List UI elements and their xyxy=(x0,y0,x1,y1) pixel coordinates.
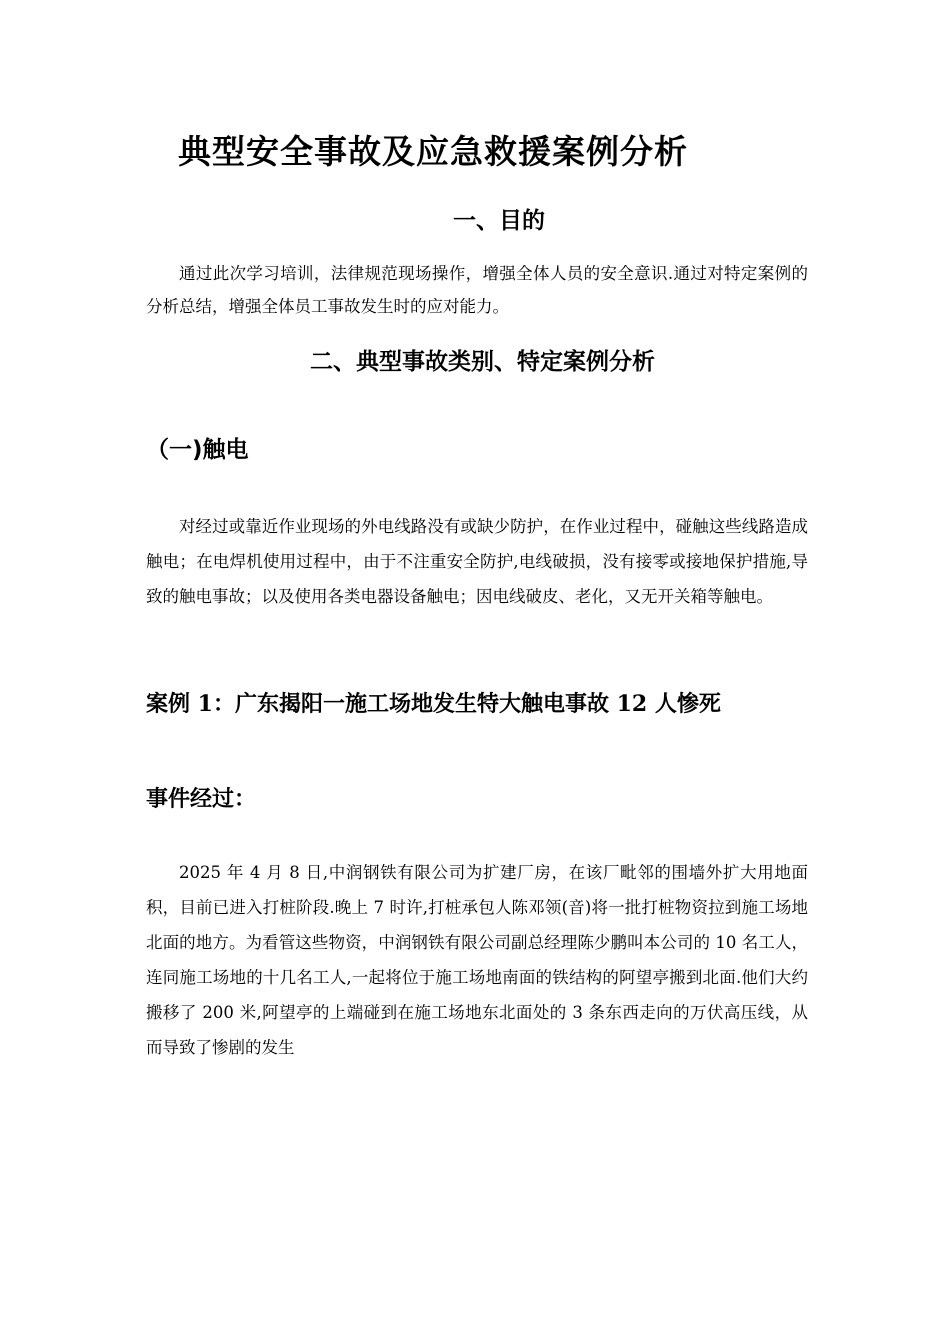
subsection-heading-electric-shock: （一)触电 xyxy=(146,437,249,463)
case-1-heading: 案例 1：广东揭阳一施工场地发生特大触电事故 12 人惨死 xyxy=(146,691,721,717)
event-process-paragraph: 2025 年 4 月 8 日,中润钢铁有限公司为扩建厂房，在该厂毗邻的围墙外扩大用地面积，目前已进入打桩阶段.晚上 7 时许,打桩承包人陈邓领(音)将一批打桩物资拉到施工场地北面的地方。为看管这些物资，中润钢铁有限公司副总经理陈少鹏叫本公司的 10 名工人，连同施工场地的十几名工人,一起将位于施工场地南面的铁结构的阿望亭搬到北面.他们大约搬移了 200 米,阿望亭的上端碰到在施工场地东北面处的 3 条东西走向的万伏高压线，从而导致了惨剧的发生 xyxy=(146,863,808,1057)
section-heading-case-analysis: 二、典型事故类别、特定案例分析 xyxy=(310,349,655,375)
event-process-heading: 事件经过： xyxy=(146,786,257,812)
document-title: 典型安全事故及应急救援案例分析 xyxy=(178,132,688,171)
electric-shock-paragraph: 对经过或靠近作业现场的外电线路没有或缺少防护，在作业过程中，碰触这些线路造成触电；在电焊机使用过程中，由于不注重安全防护,电线破损，没有接零或接地保护措施,导致的触电事故；以及使用各类电器设备触电；因电线破皮、老化，又无开关箱等触电。 xyxy=(146,517,808,606)
section-heading-purpose: 一、目的 xyxy=(453,208,545,234)
purpose-paragraph: 通过此次学习培训，法律规范现场操作，增强全体人员的安全意识.通过对特定案例的分析总结，增强全体员工事故发生时的应对能力。 xyxy=(146,264,808,316)
